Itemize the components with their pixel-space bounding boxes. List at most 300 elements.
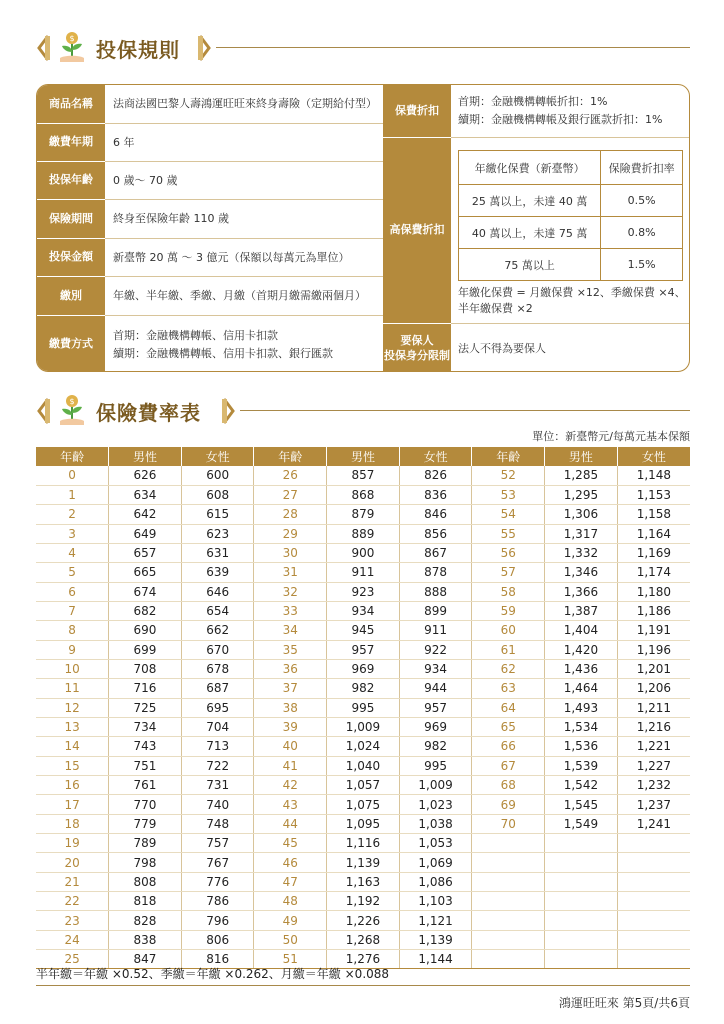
row-divider xyxy=(105,161,383,162)
table-row xyxy=(36,795,690,814)
female-rate-cell: 776 xyxy=(181,872,254,891)
female-rate-cell: 1,069 xyxy=(399,853,472,872)
age-cell: 3 xyxy=(36,524,109,543)
age-cell: 48 xyxy=(254,892,327,911)
male-rate-cell: 725 xyxy=(109,698,182,717)
age-cell: 67 xyxy=(472,756,545,775)
female-rate-cell: 806 xyxy=(181,930,254,949)
female-rate-cell: 757 xyxy=(181,834,254,853)
discount-rate: 0.5% xyxy=(601,185,683,217)
age-cell: 57 xyxy=(472,563,545,582)
age-cell: 9 xyxy=(36,640,109,659)
female-rate-cell: 969 xyxy=(399,717,472,736)
male-rate-cell: 969 xyxy=(327,659,400,678)
female-rate-cell: 1,158 xyxy=(617,505,690,524)
col-age: 年齡 xyxy=(472,447,545,466)
male-rate-cell: 879 xyxy=(327,505,400,524)
female-rate-cell: 740 xyxy=(181,795,254,814)
col-male: 男性 xyxy=(109,447,182,466)
male-rate-cell: 1,404 xyxy=(545,621,618,640)
label-payment-mode: 繳別 xyxy=(37,277,105,315)
bracket-right-icon xyxy=(222,397,236,425)
female-rate-cell xyxy=(617,872,690,891)
col-age: 年齡 xyxy=(36,447,109,466)
money-plant-icon xyxy=(54,393,90,429)
male-rate-cell: 770 xyxy=(109,795,182,814)
male-rate-cell: 1,420 xyxy=(545,640,618,659)
age-cell: 59 xyxy=(472,601,545,620)
male-rate-cell: 1,276 xyxy=(327,950,400,969)
female-rate-cell: 1,148 xyxy=(617,466,690,485)
female-rate-cell: 1,023 xyxy=(399,795,472,814)
age-cell: 8 xyxy=(36,621,109,640)
male-rate-cell: 649 xyxy=(109,524,182,543)
female-rate-cell xyxy=(617,950,690,969)
age-cell: 61 xyxy=(472,640,545,659)
male-rate-cell: 1,295 xyxy=(545,485,618,504)
female-rate-cell: 1,086 xyxy=(399,872,472,891)
female-rate-cell: 1,169 xyxy=(617,543,690,562)
label-payment-method: 繳費方式 xyxy=(37,316,105,372)
age-cell: 63 xyxy=(472,679,545,698)
rate-table xyxy=(36,447,690,969)
rate-unit: 單位：新臺幣元/每萬元基本保額 xyxy=(532,430,690,443)
payment-method-first: 首期：金融機構轉帳、信用卡扣款 xyxy=(113,328,278,342)
female-rate-cell: 922 xyxy=(399,640,472,659)
male-rate-cell: 690 xyxy=(109,621,182,640)
male-rate-cell: 1,226 xyxy=(327,911,400,930)
male-rate-cell: 1,285 xyxy=(545,466,618,485)
note-line-2: 半年繳保費 ×2 xyxy=(458,302,533,315)
age-cell: 28 xyxy=(254,505,327,524)
table-row xyxy=(36,756,690,775)
rate-header-row xyxy=(36,447,690,466)
male-rate-cell: 847 xyxy=(109,950,182,969)
male-rate-cell: 1,163 xyxy=(327,872,400,891)
row-divider xyxy=(105,199,383,200)
male-rate-cell: 1,024 xyxy=(327,737,400,756)
male-rate-cell: 708 xyxy=(109,659,182,678)
female-rate-cell: 856 xyxy=(399,524,472,543)
applicant-limit-label-1: 要保人 xyxy=(400,333,434,347)
female-rate-cell: 1,237 xyxy=(617,795,690,814)
age-cell: 21 xyxy=(36,872,109,891)
age-cell: 25 xyxy=(36,950,109,969)
age-cell: 13 xyxy=(36,717,109,736)
age-cell: 58 xyxy=(472,582,545,601)
female-rate-cell: 1,227 xyxy=(617,756,690,775)
table-row xyxy=(36,543,690,562)
female-rate-cell xyxy=(617,930,690,949)
male-rate-cell: 1,346 xyxy=(545,563,618,582)
age-cell: 49 xyxy=(254,911,327,930)
table-row xyxy=(36,582,690,601)
age-cell: 1 xyxy=(36,485,109,504)
male-rate-cell: 626 xyxy=(109,466,182,485)
table-row xyxy=(459,185,683,217)
female-rate-cell: 767 xyxy=(181,853,254,872)
age-cell: 23 xyxy=(36,911,109,930)
female-rate-cell: 1,186 xyxy=(617,601,690,620)
female-rate-cell: 944 xyxy=(399,679,472,698)
payment-mode-formula: 半年繳＝年繳 ×0.52、季繳＝年繳 ×0.262、月繳＝年繳 ×0.088 xyxy=(36,967,390,981)
female-rate-cell: 1,103 xyxy=(399,892,472,911)
male-rate-cell: 1,139 xyxy=(327,853,400,872)
value-premium-discount xyxy=(458,85,688,137)
male-rate-cell: 889 xyxy=(327,524,400,543)
table-row xyxy=(36,737,690,756)
age-cell: 5 xyxy=(36,563,109,582)
female-rate-cell: 1,196 xyxy=(617,640,690,659)
age-cell: 20 xyxy=(36,853,109,872)
row-divider xyxy=(105,315,383,316)
age-cell: 26 xyxy=(254,466,327,485)
female-rate-cell: 786 xyxy=(181,892,254,911)
male-rate-cell: 734 xyxy=(109,717,182,736)
male-rate-cell: 657 xyxy=(109,543,182,562)
age-cell: 38 xyxy=(254,698,327,717)
male-rate-cell: 1,545 xyxy=(545,795,618,814)
col-female: 女性 xyxy=(399,447,472,466)
discount-rate: 0.8% xyxy=(601,217,683,249)
rules-box xyxy=(36,84,690,372)
section-header-rates xyxy=(36,393,690,429)
female-rate-cell: 982 xyxy=(399,737,472,756)
male-rate-cell: 911 xyxy=(327,563,400,582)
value-payment-mode: 年繳、半年繳、季繳、月繳（首期月繳需繳兩個月） xyxy=(113,289,366,303)
age-cell: 65 xyxy=(472,717,545,736)
age-cell: 44 xyxy=(254,814,327,833)
value-issue-age: 0 歲～ 70 歲 xyxy=(113,173,178,187)
col-male: 男性 xyxy=(327,447,400,466)
male-rate-cell: 1,268 xyxy=(327,930,400,949)
male-rate-cell xyxy=(545,950,618,969)
table-row xyxy=(36,524,690,543)
value-coverage-period: 終身至保險年齡 110 歲 xyxy=(113,212,229,226)
female-rate-cell: 670 xyxy=(181,640,254,659)
bracket-right-icon xyxy=(198,34,212,62)
male-rate-cell xyxy=(545,834,618,853)
male-rate-cell: 1,075 xyxy=(327,795,400,814)
age-cell xyxy=(472,930,545,949)
table-row xyxy=(459,217,683,249)
female-rate-cell: 687 xyxy=(181,679,254,698)
age-cell xyxy=(472,911,545,930)
age-cell: 55 xyxy=(472,524,545,543)
age-cell: 17 xyxy=(36,795,109,814)
male-rate-cell: 1,534 xyxy=(545,717,618,736)
bracket-left-icon xyxy=(36,34,50,62)
age-cell: 53 xyxy=(472,485,545,504)
discount-renewal: 續期：金融機構轉帳及銀行匯款折扣：1% xyxy=(458,113,663,126)
male-rate-cell: 1,009 xyxy=(327,717,400,736)
male-rate-cell: 1,192 xyxy=(327,892,400,911)
premium-range: 75 萬以上 xyxy=(459,249,601,281)
row-divider xyxy=(451,137,690,138)
age-cell: 10 xyxy=(36,659,109,678)
table-row xyxy=(36,679,690,698)
female-rate-cell: 826 xyxy=(399,466,472,485)
female-rate-cell: 1,144 xyxy=(399,950,472,969)
female-rate-cell: 704 xyxy=(181,717,254,736)
value-applicant-limit: 法人不得為要保人 xyxy=(458,341,546,355)
female-rate-cell: 600 xyxy=(181,466,254,485)
male-rate-cell: 923 xyxy=(327,582,400,601)
male-rate-cell: 1,539 xyxy=(545,756,618,775)
age-cell: 66 xyxy=(472,737,545,756)
female-rate-cell: 995 xyxy=(399,756,472,775)
age-cell: 42 xyxy=(254,776,327,795)
female-rate-cell: 1,241 xyxy=(617,814,690,833)
footer-rule xyxy=(36,985,690,986)
female-rate-cell xyxy=(617,911,690,930)
male-rate-cell: 1,095 xyxy=(327,814,400,833)
female-rate-cell: 1,053 xyxy=(399,834,472,853)
male-rate-cell: 868 xyxy=(327,485,400,504)
col-female: 女性 xyxy=(181,447,254,466)
money-plant-icon xyxy=(54,30,90,66)
female-rate-cell: 1,038 xyxy=(399,814,472,833)
male-rate-cell: 934 xyxy=(327,601,400,620)
male-rate-cell xyxy=(545,892,618,911)
male-rate-cell: 857 xyxy=(327,466,400,485)
female-rate-cell: 934 xyxy=(399,659,472,678)
male-rate-cell: 1,317 xyxy=(545,524,618,543)
age-cell: 37 xyxy=(254,679,327,698)
age-cell: 40 xyxy=(254,737,327,756)
age-cell: 51 xyxy=(254,950,327,969)
female-rate-cell: 911 xyxy=(399,621,472,640)
page-number: 鴻運旺旺來 第5頁/共6頁 xyxy=(558,996,690,1010)
male-rate-cell: 1,057 xyxy=(327,776,400,795)
male-rate-cell: 818 xyxy=(109,892,182,911)
label-product-name: 商品名稱 xyxy=(37,85,105,123)
male-rate-cell: 1,493 xyxy=(545,698,618,717)
age-cell: 27 xyxy=(254,485,327,504)
discount-first: 首期：金融機構轉帳折扣：1% xyxy=(458,95,608,109)
age-cell: 19 xyxy=(36,834,109,853)
svg-text:$: $ xyxy=(69,34,75,43)
female-rate-cell: 1,180 xyxy=(617,582,690,601)
male-rate-cell: 751 xyxy=(109,756,182,775)
age-cell: 30 xyxy=(254,543,327,562)
female-rate-cell: 796 xyxy=(181,911,254,930)
age-cell: 45 xyxy=(254,834,327,853)
age-cell: 43 xyxy=(254,795,327,814)
table-row xyxy=(36,505,690,524)
female-rate-cell: 1,216 xyxy=(617,717,690,736)
female-rate-cell: 846 xyxy=(399,505,472,524)
female-rate-cell: 631 xyxy=(181,543,254,562)
female-rate-cell: 867 xyxy=(399,543,472,562)
value-payment-method xyxy=(113,316,379,372)
table-row xyxy=(36,911,690,930)
bracket-left-icon xyxy=(36,397,50,425)
male-rate-cell: 1,366 xyxy=(545,582,618,601)
female-rate-cell xyxy=(617,853,690,872)
table-row xyxy=(36,872,690,891)
age-cell xyxy=(472,892,545,911)
male-rate-cell: 761 xyxy=(109,776,182,795)
section-title-rules: 投保規則 xyxy=(96,38,180,62)
age-cell: 31 xyxy=(254,563,327,582)
table-row xyxy=(36,717,690,736)
table-row xyxy=(36,601,690,620)
male-rate-cell: 716 xyxy=(109,679,182,698)
female-rate-cell: 1,121 xyxy=(399,911,472,930)
label-payment-period: 繳費年期 xyxy=(37,124,105,161)
applicant-limit-label-2: 投保身分限制 xyxy=(384,348,450,362)
row-divider xyxy=(105,238,383,239)
male-rate-cell: 995 xyxy=(327,698,400,717)
male-rate-cell: 1,306 xyxy=(545,505,618,524)
male-rate-cell: 1,542 xyxy=(545,776,618,795)
age-cell: 33 xyxy=(254,601,327,620)
age-cell: 22 xyxy=(36,892,109,911)
age-cell: 60 xyxy=(472,621,545,640)
male-rate-cell xyxy=(545,911,618,930)
age-cell: 54 xyxy=(472,505,545,524)
female-rate-cell: 1,153 xyxy=(617,485,690,504)
row-divider xyxy=(105,123,383,124)
female-rate-cell: 1,174 xyxy=(617,563,690,582)
female-rate-cell: 695 xyxy=(181,698,254,717)
value-product-name: 法商法國巴黎人壽鴻運旺旺來終身壽險（定期給付型） xyxy=(113,97,377,111)
age-cell: 41 xyxy=(254,756,327,775)
male-rate-cell: 1,387 xyxy=(545,601,618,620)
age-cell: 50 xyxy=(254,930,327,949)
female-rate-cell: 957 xyxy=(399,698,472,717)
header-rule xyxy=(240,410,690,411)
male-rate-cell: 1,436 xyxy=(545,659,618,678)
age-cell: 64 xyxy=(472,698,545,717)
female-rate-cell: 1,009 xyxy=(399,776,472,795)
female-rate-cell: 816 xyxy=(181,950,254,969)
col-annual-premium: 年繳化保費（新臺幣） xyxy=(459,151,601,185)
female-rate-cell: 1,201 xyxy=(617,659,690,678)
female-rate-cell: 646 xyxy=(181,582,254,601)
age-cell: 4 xyxy=(36,543,109,562)
table-row xyxy=(459,249,683,281)
table-row xyxy=(36,485,690,504)
age-cell xyxy=(472,853,545,872)
label-premium-discount: 保費折扣 xyxy=(383,85,451,137)
col-age: 年齡 xyxy=(254,447,327,466)
male-rate-cell: 957 xyxy=(327,640,400,659)
age-cell: 11 xyxy=(36,679,109,698)
age-cell: 56 xyxy=(472,543,545,562)
table-row xyxy=(36,776,690,795)
premium-range: 25 萬以上，未達 40 萬 xyxy=(459,185,601,217)
male-rate-cell: 789 xyxy=(109,834,182,853)
col-male: 男性 xyxy=(545,447,618,466)
payment-method-renewal: 續期：金融機構轉帳、信用卡扣款、銀行匯款 xyxy=(113,346,333,360)
female-rate-cell: 615 xyxy=(181,505,254,524)
table-row xyxy=(36,563,690,582)
table-row xyxy=(36,930,690,949)
age-cell: 0 xyxy=(36,466,109,485)
female-rate-cell: 1,206 xyxy=(617,679,690,698)
discount-rate: 1.5% xyxy=(601,249,683,281)
female-rate-cell: 662 xyxy=(181,621,254,640)
female-rate-cell: 722 xyxy=(181,756,254,775)
table-row xyxy=(36,621,690,640)
table-row xyxy=(36,834,690,853)
age-cell: 36 xyxy=(254,659,327,678)
male-rate-cell: 674 xyxy=(109,582,182,601)
female-rate-cell: 731 xyxy=(181,776,254,795)
age-cell: 47 xyxy=(254,872,327,891)
value-payment-period: 6 年 xyxy=(113,135,135,149)
male-rate-cell xyxy=(545,872,618,891)
male-rate-cell: 1,464 xyxy=(545,679,618,698)
age-cell: 14 xyxy=(36,737,109,756)
header-rule xyxy=(216,47,690,48)
age-cell: 2 xyxy=(36,505,109,524)
female-rate-cell: 878 xyxy=(399,563,472,582)
male-rate-cell: 779 xyxy=(109,814,182,833)
section-title-rates: 保險費率表 xyxy=(96,401,201,425)
label-sum-insured: 投保金額 xyxy=(37,239,105,276)
male-rate-cell: 642 xyxy=(109,505,182,524)
male-rate-cell: 982 xyxy=(327,679,400,698)
age-cell: 68 xyxy=(472,776,545,795)
male-rate-cell: 1,040 xyxy=(327,756,400,775)
age-cell xyxy=(472,950,545,969)
label-applicant-limit xyxy=(383,324,451,372)
table-row xyxy=(36,640,690,659)
female-rate-cell: 678 xyxy=(181,659,254,678)
age-cell: 35 xyxy=(254,640,327,659)
label-coverage-period: 保險期間 xyxy=(37,200,105,238)
female-rate-cell: 1,164 xyxy=(617,524,690,543)
age-cell: 32 xyxy=(254,582,327,601)
female-rate-cell: 1,221 xyxy=(617,737,690,756)
male-rate-cell: 1,116 xyxy=(327,834,400,853)
male-rate-cell: 945 xyxy=(327,621,400,640)
female-rate-cell: 1,211 xyxy=(617,698,690,717)
female-rate-cell: 608 xyxy=(181,485,254,504)
male-rate-cell: 699 xyxy=(109,640,182,659)
svg-text:$: $ xyxy=(69,397,75,406)
female-rate-cell: 639 xyxy=(181,563,254,582)
age-cell: 24 xyxy=(36,930,109,949)
table-row xyxy=(36,853,690,872)
age-cell: 6 xyxy=(36,582,109,601)
table-row xyxy=(36,814,690,833)
col-discount-rate: 保險費折扣率 xyxy=(601,151,683,185)
age-cell: 39 xyxy=(254,717,327,736)
age-cell: 29 xyxy=(254,524,327,543)
age-cell: 18 xyxy=(36,814,109,833)
age-cell: 15 xyxy=(36,756,109,775)
age-cell: 16 xyxy=(36,776,109,795)
female-rate-cell: 1,191 xyxy=(617,621,690,640)
table-row xyxy=(36,892,690,911)
age-cell: 62 xyxy=(472,659,545,678)
female-rate-cell xyxy=(617,892,690,911)
rate-table-body xyxy=(36,466,690,969)
age-cell xyxy=(472,834,545,853)
female-rate-cell: 1,232 xyxy=(617,776,690,795)
female-rate-cell xyxy=(617,834,690,853)
table-row xyxy=(36,659,690,678)
female-rate-cell: 899 xyxy=(399,601,472,620)
premium-range: 40 萬以上，未達 75 萬 xyxy=(459,217,601,249)
female-rate-cell: 1,139 xyxy=(399,930,472,949)
age-cell: 69 xyxy=(472,795,545,814)
annualized-premium-note xyxy=(458,281,688,321)
